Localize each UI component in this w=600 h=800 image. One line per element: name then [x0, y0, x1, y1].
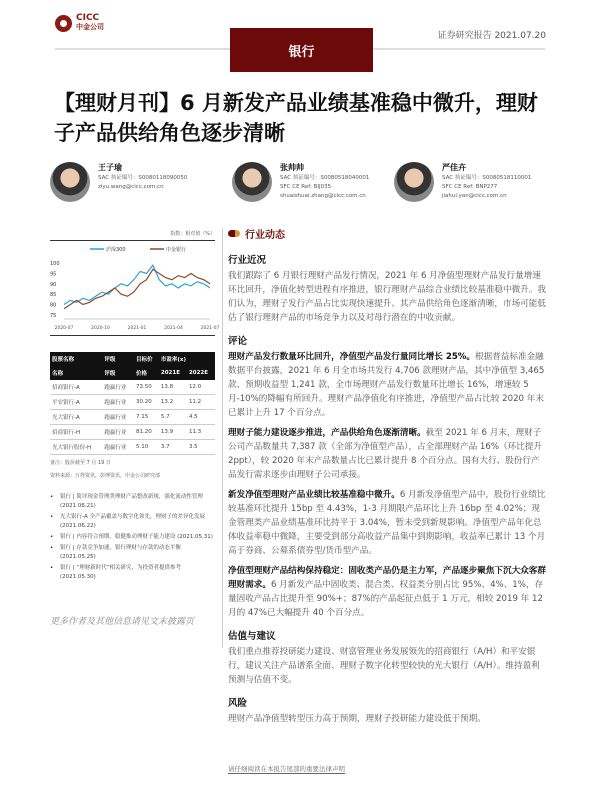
- y-tick-label: 95: [50, 271, 57, 278]
- legal-notice-link[interactable]: 请仔细阅读在本报告尾部的重要法律声明: [228, 765, 345, 773]
- y-tick-label: 85: [50, 292, 57, 299]
- author-email[interactable]: ziyu.wang@cicc.com.cn: [98, 184, 164, 190]
- series-line-csi300: [64, 265, 210, 304]
- author-card: [50, 162, 187, 202]
- table-subheader: 评级: [102, 366, 134, 380]
- author-sac: SAC 执证编号：S0080518110001: [442, 175, 532, 181]
- table-cell: 平安银行-A: [50, 395, 102, 410]
- author-info: [442, 162, 531, 202]
- author-info: [280, 162, 369, 202]
- table-cell: 光大银行股份-H: [50, 440, 102, 455]
- paragraph-lead: 净值型理财产品结构保持稳定：固收类产品仍是主力军，产品逐步聚焦下沉大众客群理财需求。: [228, 566, 546, 590]
- logo-mark-icon: [55, 15, 72, 32]
- paragraph: [228, 350, 546, 420]
- related-report-item[interactable]: • 银行 | 简评现金管理类理财产品整改新规，强化流动性管理 (2021.06.21): [50, 493, 215, 511]
- table-cell: 招商银行-H: [50, 425, 102, 440]
- section-dot-icon: [228, 230, 240, 237]
- table-cell: 招商银行-A: [50, 380, 102, 395]
- table-cell: 13.2: [159, 395, 187, 410]
- section-heading: 行业近况: [228, 255, 267, 266]
- paragraph: [228, 712, 546, 726]
- table-header-row: [50, 352, 215, 366]
- paragraph-text: 理财产品净值型转型压力高于预期，理财子投研能力建设低于预期。: [228, 714, 486, 724]
- author-email[interactable]: shuaishuai.zhang@cicc.com.cn: [280, 193, 366, 199]
- paragraph-lead: 理财产品发行数量环比回升，净值型产品发行量同比增长 25%。: [228, 352, 476, 362]
- table-row: [50, 440, 215, 455]
- table-cell: 跑赢行业: [102, 425, 134, 440]
- legend-label: 中金银行: [166, 247, 187, 253]
- report-title: 【理财月刊】6 月新发产品业绩基准稳中微升，理财子产品供给角色逐步清晰: [54, 91, 538, 145]
- x-tick-label: 2021-07: [200, 326, 220, 331]
- author-sac: SAC 执证编号：S0080518040001: [280, 175, 370, 181]
- chart-svg: [50, 241, 220, 331]
- table-cell: 11.2: [187, 395, 215, 410]
- section-header: [228, 226, 546, 241]
- related-reports: [50, 493, 215, 582]
- table-header: 市盈率(x): [159, 352, 215, 366]
- table-note: 备注：股价截至 7 月 19 日: [50, 460, 111, 466]
- author-sfc: SFC CE Ref: BIJ035: [280, 184, 332, 190]
- table-cell: 73.50: [134, 380, 159, 395]
- paragraph-text: 我们跟踪了 6 月银行理财产品发行情况，2021 年 6 月净值型理财产品发行量增速环比回升，净值化转型进程有序推进，银行理财产品综合业绩比较基准稳中微升。我们认为，理财子发行产品占比实现快速提升、其产品供给角色逐渐清晰，市场可能低估了银行理财产品的市场竞争力以及对母行潜在的中收贡献。: [228, 271, 546, 323]
- paragraph-lead: 新发净值型理财产品业绩比较基准稳中微升。: [228, 490, 400, 500]
- section-heading: 风险: [228, 698, 248, 709]
- author-sfc: SFC CE Ref: BNP277: [442, 184, 498, 190]
- table-cell: 跑赢行业: [102, 410, 134, 425]
- related-report-item[interactable]: • 光大银行-A 全产品覆盖与数字化领先，理财子的差异化发展 (2021.06.22): [50, 513, 215, 531]
- author-card: [394, 162, 531, 202]
- table-row: [50, 410, 215, 425]
- logo-en: CICC: [76, 13, 100, 23]
- section-heading: 估值与建议: [228, 631, 276, 642]
- author-sac: SAC 执证编号：S0080118090050: [98, 175, 188, 181]
- table-header: 目标价: [134, 352, 159, 366]
- legend-label: 沪深300: [106, 247, 126, 253]
- table-row: [50, 380, 215, 395]
- table-cell: 11.3: [187, 425, 215, 440]
- x-tick-label: 2020-10: [91, 326, 110, 331]
- table-cell: 跑赢行业: [102, 440, 134, 455]
- paragraph-text: 截至 2021 年 6 月末，理财子公司产品数量共 7,387 款（全部为净值型产品），占全部理财产品 16%（环比提升 2ppt），较 2020 年末产品数量占比已累计提升 8 个百分点。国有大行、股份行产品发行需求逐步由理财子公司承接。: [228, 428, 543, 480]
- related-report-item[interactable]: • 银行 | “理财新时代”相关研究，为投资者提供参考 (2021.05.30): [50, 564, 215, 582]
- author-card: [232, 162, 369, 202]
- stock-table: [50, 352, 215, 455]
- author-info: [98, 162, 187, 202]
- table-subheader: 2022E: [187, 366, 215, 380]
- author-name: 严佳卉: [442, 163, 466, 172]
- column-divider: [222, 228, 223, 648]
- author-avatar: [232, 162, 272, 202]
- table-cell: 12.0: [187, 380, 215, 395]
- y-tick-label: 75: [50, 312, 57, 319]
- table-source: 资料来源：万得资讯，彭博资讯，中金公司研究部: [50, 473, 161, 479]
- table-subheader: 价格: [134, 366, 159, 380]
- table-cell: 3.7: [159, 440, 187, 455]
- table-subheader: 名称: [50, 366, 102, 380]
- table-header: 股票名称: [50, 352, 102, 366]
- paragraph: [228, 488, 546, 558]
- author-email[interactable]: jiahui.yan@cicc.com.cn: [442, 193, 507, 199]
- table-cell: 3.5: [187, 440, 215, 455]
- table-header: 评级: [102, 352, 134, 366]
- related-report-item[interactable]: • 银行 | 内容符合预期，稳健推动理财子能力建设 (2021.05.31): [50, 533, 215, 542]
- author-avatar: [50, 162, 90, 202]
- x-tick-label: 2021-04: [164, 326, 183, 331]
- logo-cn: 中金公司: [76, 23, 104, 31]
- report-date: 证券研究报告 2021.07.20: [437, 31, 546, 41]
- more-info: 更多作者及其他信息请见文末披露页: [50, 617, 195, 627]
- table-cell: 30.20: [134, 395, 159, 410]
- table-row: [50, 425, 215, 440]
- table-cell: 5.7: [159, 410, 187, 425]
- table-cell: 光大银行-A: [50, 410, 102, 425]
- author-name: 王子瑜: [98, 163, 122, 172]
- chart-unit: 指数：相对值（%）: [170, 231, 215, 237]
- paragraph: [228, 564, 546, 620]
- paragraph: [228, 426, 546, 482]
- table-cell: 跑赢行业: [102, 380, 134, 395]
- cicc-logo: [55, 14, 104, 32]
- table-row: [50, 395, 215, 410]
- stock-chart: [50, 230, 220, 336]
- author-name: 张帅帅: [280, 163, 304, 172]
- table-cell: 13.8: [159, 380, 187, 395]
- table-cell: 5.10: [134, 440, 159, 455]
- table-subheader: 2021E: [159, 366, 187, 380]
- paragraph-text: 根据普益标准金融数据平台披露，2021 年 6 月全市场共发行 4,706 款理财产品，其中净值型 3,465 款、预期收益型 1,241 款，全市场理财产品发行数量环比增长 16%，增速较 5 月-10%的降幅有所回升。理财产品净值化有序推进，净值型产品占比较 2020 年末已累计上升 17 个百分点。: [228, 352, 545, 418]
- table-cell: 4.5: [187, 410, 215, 425]
- paragraph-text: 6 月新发产品中固收类、混合类、权益类分别占比 95%、4%、1%，存量固收产品占比提升至 90%+；87%的产品起征点低于 1 万元，相较 2019 年 12 月的 47%已大幅提升 40 个百分点。: [228, 580, 544, 618]
- y-tick-label: 100: [50, 261, 60, 268]
- table-subheader-row: [50, 366, 215, 380]
- paragraph-text: 6 月新发净值型产品中，股份行业绩比较基准环比提升 15bp 至 4.43%，1-3 月期限产品环比上升 16bp 至 4.02%；现金管理类产品业绩基准环比持平于 3.04%，暂未受到新规影响。净值型产品年化总体收益率稳中微降，主要受到部分高收益产品集中到期影响，收益率已累计 13 个月高于券商、公募系债券型/货币型产品。: [228, 490, 546, 556]
- paragraph-text: 我们重点推荐投研能力建设、财富管理业务发展领先的招商银行（A/H）和平安银行，建议关注产品谱系全面、理财子数字化转型较快的光大银行（A/H）。维持盈利预测与估值不变。: [228, 647, 540, 685]
- author-avatar: [394, 162, 434, 202]
- section-heading: 评论: [228, 336, 248, 347]
- x-tick-label: 2021-01: [127, 326, 147, 331]
- y-tick-label: 80: [50, 302, 57, 309]
- x-tick-label: 2020-07: [54, 326, 74, 331]
- table-cell: 跑赢行业: [102, 395, 134, 410]
- paragraph-lead: 理财子能力建设逐步推进，产品供给角色逐渐清晰。: [228, 428, 426, 438]
- section-title: 行业动态: [245, 230, 285, 241]
- report-body: [228, 244, 546, 732]
- paragraph: [228, 269, 546, 325]
- table-cell: 13.9: [159, 425, 187, 440]
- paragraph: [228, 645, 546, 687]
- sector-badge: 银行: [230, 28, 373, 72]
- y-tick-label: 90: [50, 281, 57, 288]
- stock-table-wrap: [50, 352, 215, 584]
- related-report-item[interactable]: • 银行 | 存款竞争加速，银行理财与存款的动态平衡 (2021.05.25): [50, 544, 215, 562]
- table-cell: 7.15: [134, 410, 159, 425]
- table-cell: 81.20: [134, 425, 159, 440]
